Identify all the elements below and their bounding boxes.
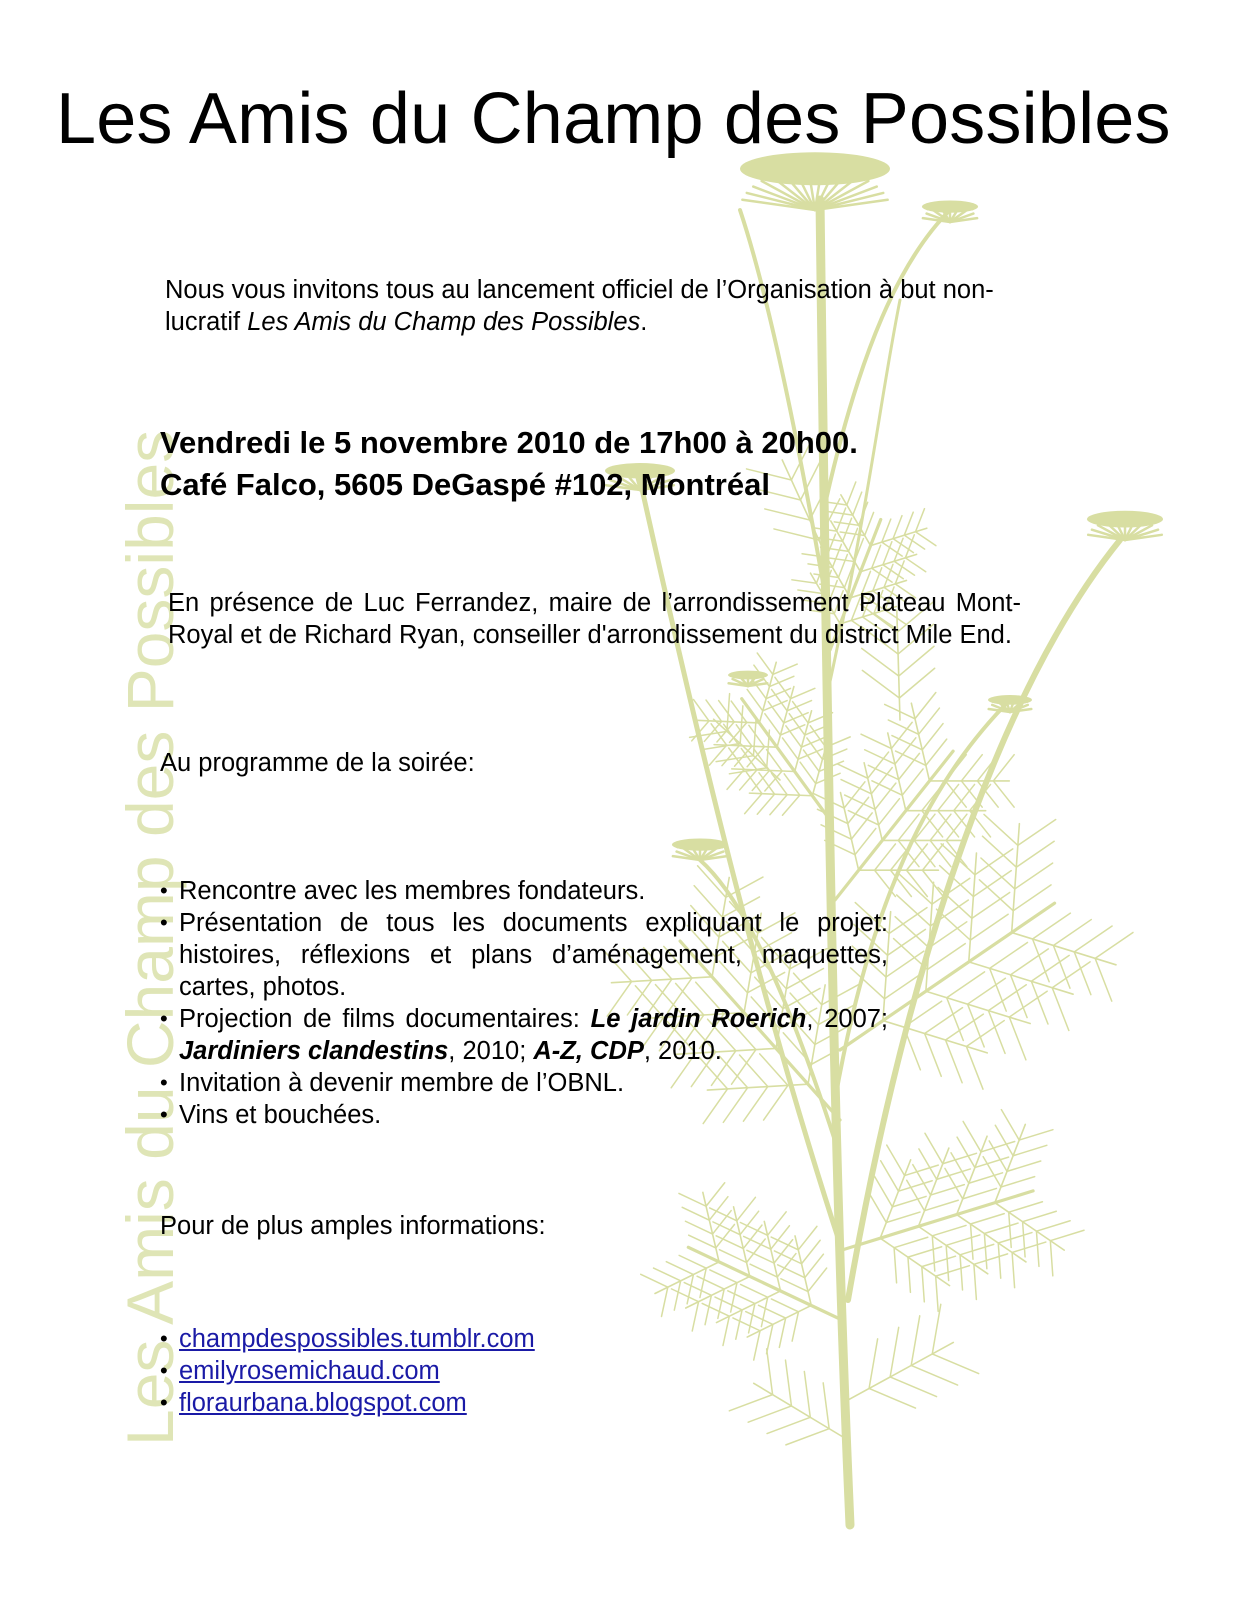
program-item-text: Invitation à devenir membre de l’OBNL. bbox=[179, 1069, 625, 1097]
info-heading: Pour de plus amples informations: bbox=[160, 1212, 546, 1240]
film-title: Le jardin Roerich bbox=[590, 1005, 807, 1033]
event-date: Vendredi le 5 novembre 2010 de 17h00 à 20h00. bbox=[160, 425, 858, 460]
links-list bbox=[160, 1323, 535, 1419]
event-location: Café Falco, 5605 DeGaspé #102, Montréal bbox=[160, 467, 770, 502]
list-item bbox=[160, 1003, 888, 1067]
list-item bbox=[160, 907, 888, 1003]
intro-paragraph bbox=[165, 274, 1045, 338]
list-item bbox=[160, 875, 888, 907]
intro-end: . bbox=[640, 308, 648, 336]
intro-text: Nous vous invitons tous au lancement officiel de l’Organisation à but non-lucratif bbox=[165, 276, 994, 336]
film-year: , 2010. bbox=[643, 1037, 722, 1065]
program-list bbox=[160, 875, 888, 1131]
list-item bbox=[160, 1323, 535, 1355]
list-item bbox=[160, 1067, 888, 1099]
program-item-text: Rencontre avec les membres fondateurs. bbox=[179, 877, 646, 905]
event-details bbox=[160, 422, 858, 506]
film-title: Jardiniers clandestins bbox=[179, 1037, 449, 1065]
org-name: Les Amis du Champ des Possibles bbox=[247, 308, 641, 336]
vertical-side-title: Les Amis du Champ des Possibles bbox=[113, 429, 187, 1446]
film-year: , 2010; bbox=[448, 1037, 534, 1065]
program-item-text: Vins et bouchées. bbox=[179, 1101, 382, 1129]
presence-paragraph: En présence de Luc Ferrandez, maire de l’arrondissement Plateau Mont-Royal et de Richard Ryan, conseiller d'arrondissement du district Mile End. bbox=[168, 589, 1021, 649]
film-title: A-Z, CDP bbox=[533, 1037, 644, 1065]
list-item bbox=[160, 1099, 888, 1131]
link-emilyrosemichaud[interactable]: emilyrosemichaud.com bbox=[179, 1357, 440, 1385]
link-tumblr[interactable]: champdespossibles.tumblr.com bbox=[179, 1325, 535, 1353]
list-item bbox=[160, 1387, 535, 1419]
list-item bbox=[160, 1355, 535, 1387]
program-heading: Au programme de la soirée: bbox=[160, 749, 475, 777]
program-item-text: Présentation de tous les documents expliquant le projet: histoires, réflexions et plans d’aménagement, maquettes, cartes, photos. bbox=[179, 909, 888, 1001]
film-year: , 2007; bbox=[806, 1005, 889, 1033]
page-title: Les Amis du Champ des Possibles bbox=[56, 79, 1171, 159]
link-floraurbana[interactable]: floraurbana.blogspot.com bbox=[179, 1389, 467, 1417]
program-item-text: Projection de films documentaires: bbox=[179, 1005, 591, 1033]
